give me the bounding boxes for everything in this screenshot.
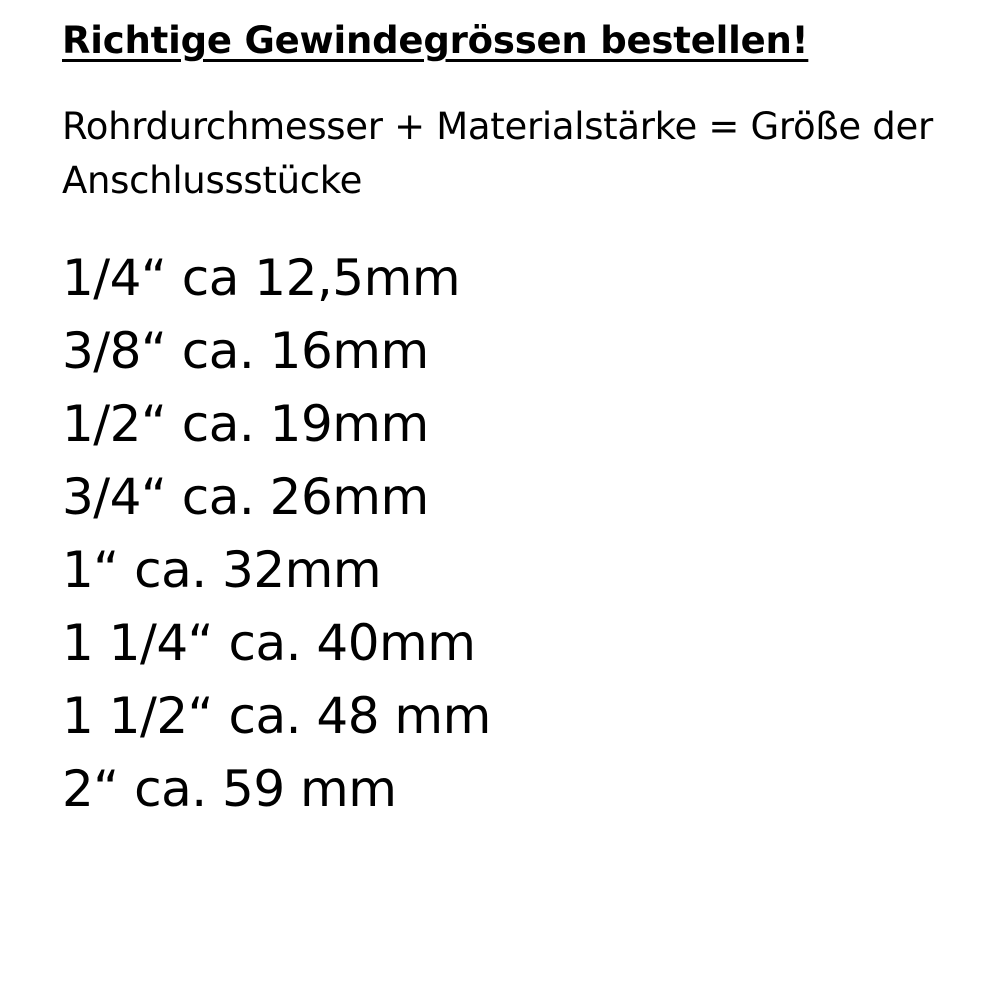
list-item: 1“ ca. 32mm <box>62 540 382 599</box>
list-item: 1/4“ ca 12,5mm <box>62 248 461 307</box>
list-item: 1 1/2“ ca. 48 mm <box>62 686 491 745</box>
list-item: 3/4“ ca. 26mm <box>62 467 429 526</box>
page-title: Richtige Gewindegrössen bestellen! <box>62 19 809 62</box>
list-item: 2“ ca. 59 mm <box>62 759 397 818</box>
list-item: 1/2“ ca. 19mm <box>62 394 429 453</box>
list-item: 1 1/4“ ca. 40mm <box>62 613 476 672</box>
list-item: 3/8“ ca. 16mm <box>62 321 429 380</box>
formula-subtitle: Rohrdurchmesser + Materialstärke = Größe der Anschlussstücke <box>62 105 933 202</box>
thread-size-list <box>62 242 980 826</box>
